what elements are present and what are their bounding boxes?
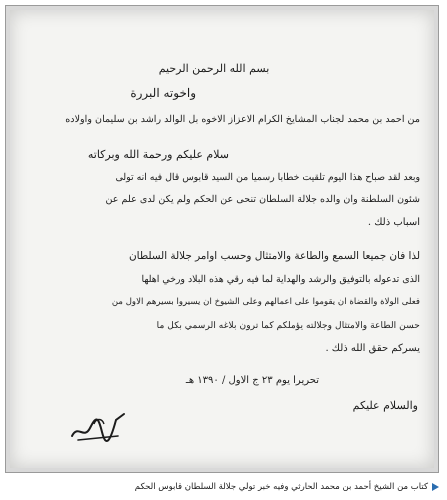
photo-caption: كتاب من الشيخ أحمد بن محمد الحارثي وفيه خبر تولي جلالة السلطان قابوس الحكم [134, 482, 428, 492]
letter-greeting-line: واخوته البررة [130, 86, 196, 100]
caption-triangle-icon [432, 483, 439, 491]
photo-caption-row [8, 478, 439, 496]
letter-address-line: من احمد بن محمد لجناب المشايخ الكرام الاعزاز الاخوه بل الوالد راشد بن سليمان واولاده [65, 114, 420, 125]
letter-body-line: شئون السلطنة وان والده جلالة السلطان تنحى عن الحكم ولم يكن لدى علم عن [105, 194, 420, 205]
letter-body-line: حسن الطاعة والامتثال وجلالته يؤملكم كما ترون بلاغه الرسمي بكل ما [156, 320, 420, 331]
letter-body-line: الذى تدعوله بالتوفيق والرشد والهداية لما فيه رقي هذه البلاد ورخي اهلها [141, 274, 420, 285]
letter-photo-frame [5, 5, 439, 473]
signature-image [68, 406, 128, 446]
letter-basmala: بسم الله الرحمن الرحيم [158, 62, 270, 75]
letter-body-line: يسركم حقق الله ذلك . [325, 343, 420, 354]
letter-body-line: لذا فان جميعا السمع والطاعة والامتثال وحسب اوامر جلالة السلطان [129, 250, 420, 262]
letter-salutation: سلام عليكم ورحمة الله وبركاته [87, 148, 229, 161]
letter-date-line: تحريرا يوم ٢٣ ج الاول / ١٣٩٠ هـ [185, 375, 319, 386]
letter-body-line: فعلى الولاة والقضاة ان يقوموا على اعمالهم وعلى الشيوخ ان يسيروا بسيرهم الاول من [111, 297, 420, 307]
letter-body-line: وبعد لقد صباح هذا اليوم تلقيت خطابا رسميا من السيد قابوس قال فيه انه تولى [115, 172, 420, 183]
letter-body-line: اسباب ذلك . [367, 217, 420, 228]
letter-paper [10, 10, 434, 468]
letter-closing: والسلام عليكم [352, 399, 418, 412]
